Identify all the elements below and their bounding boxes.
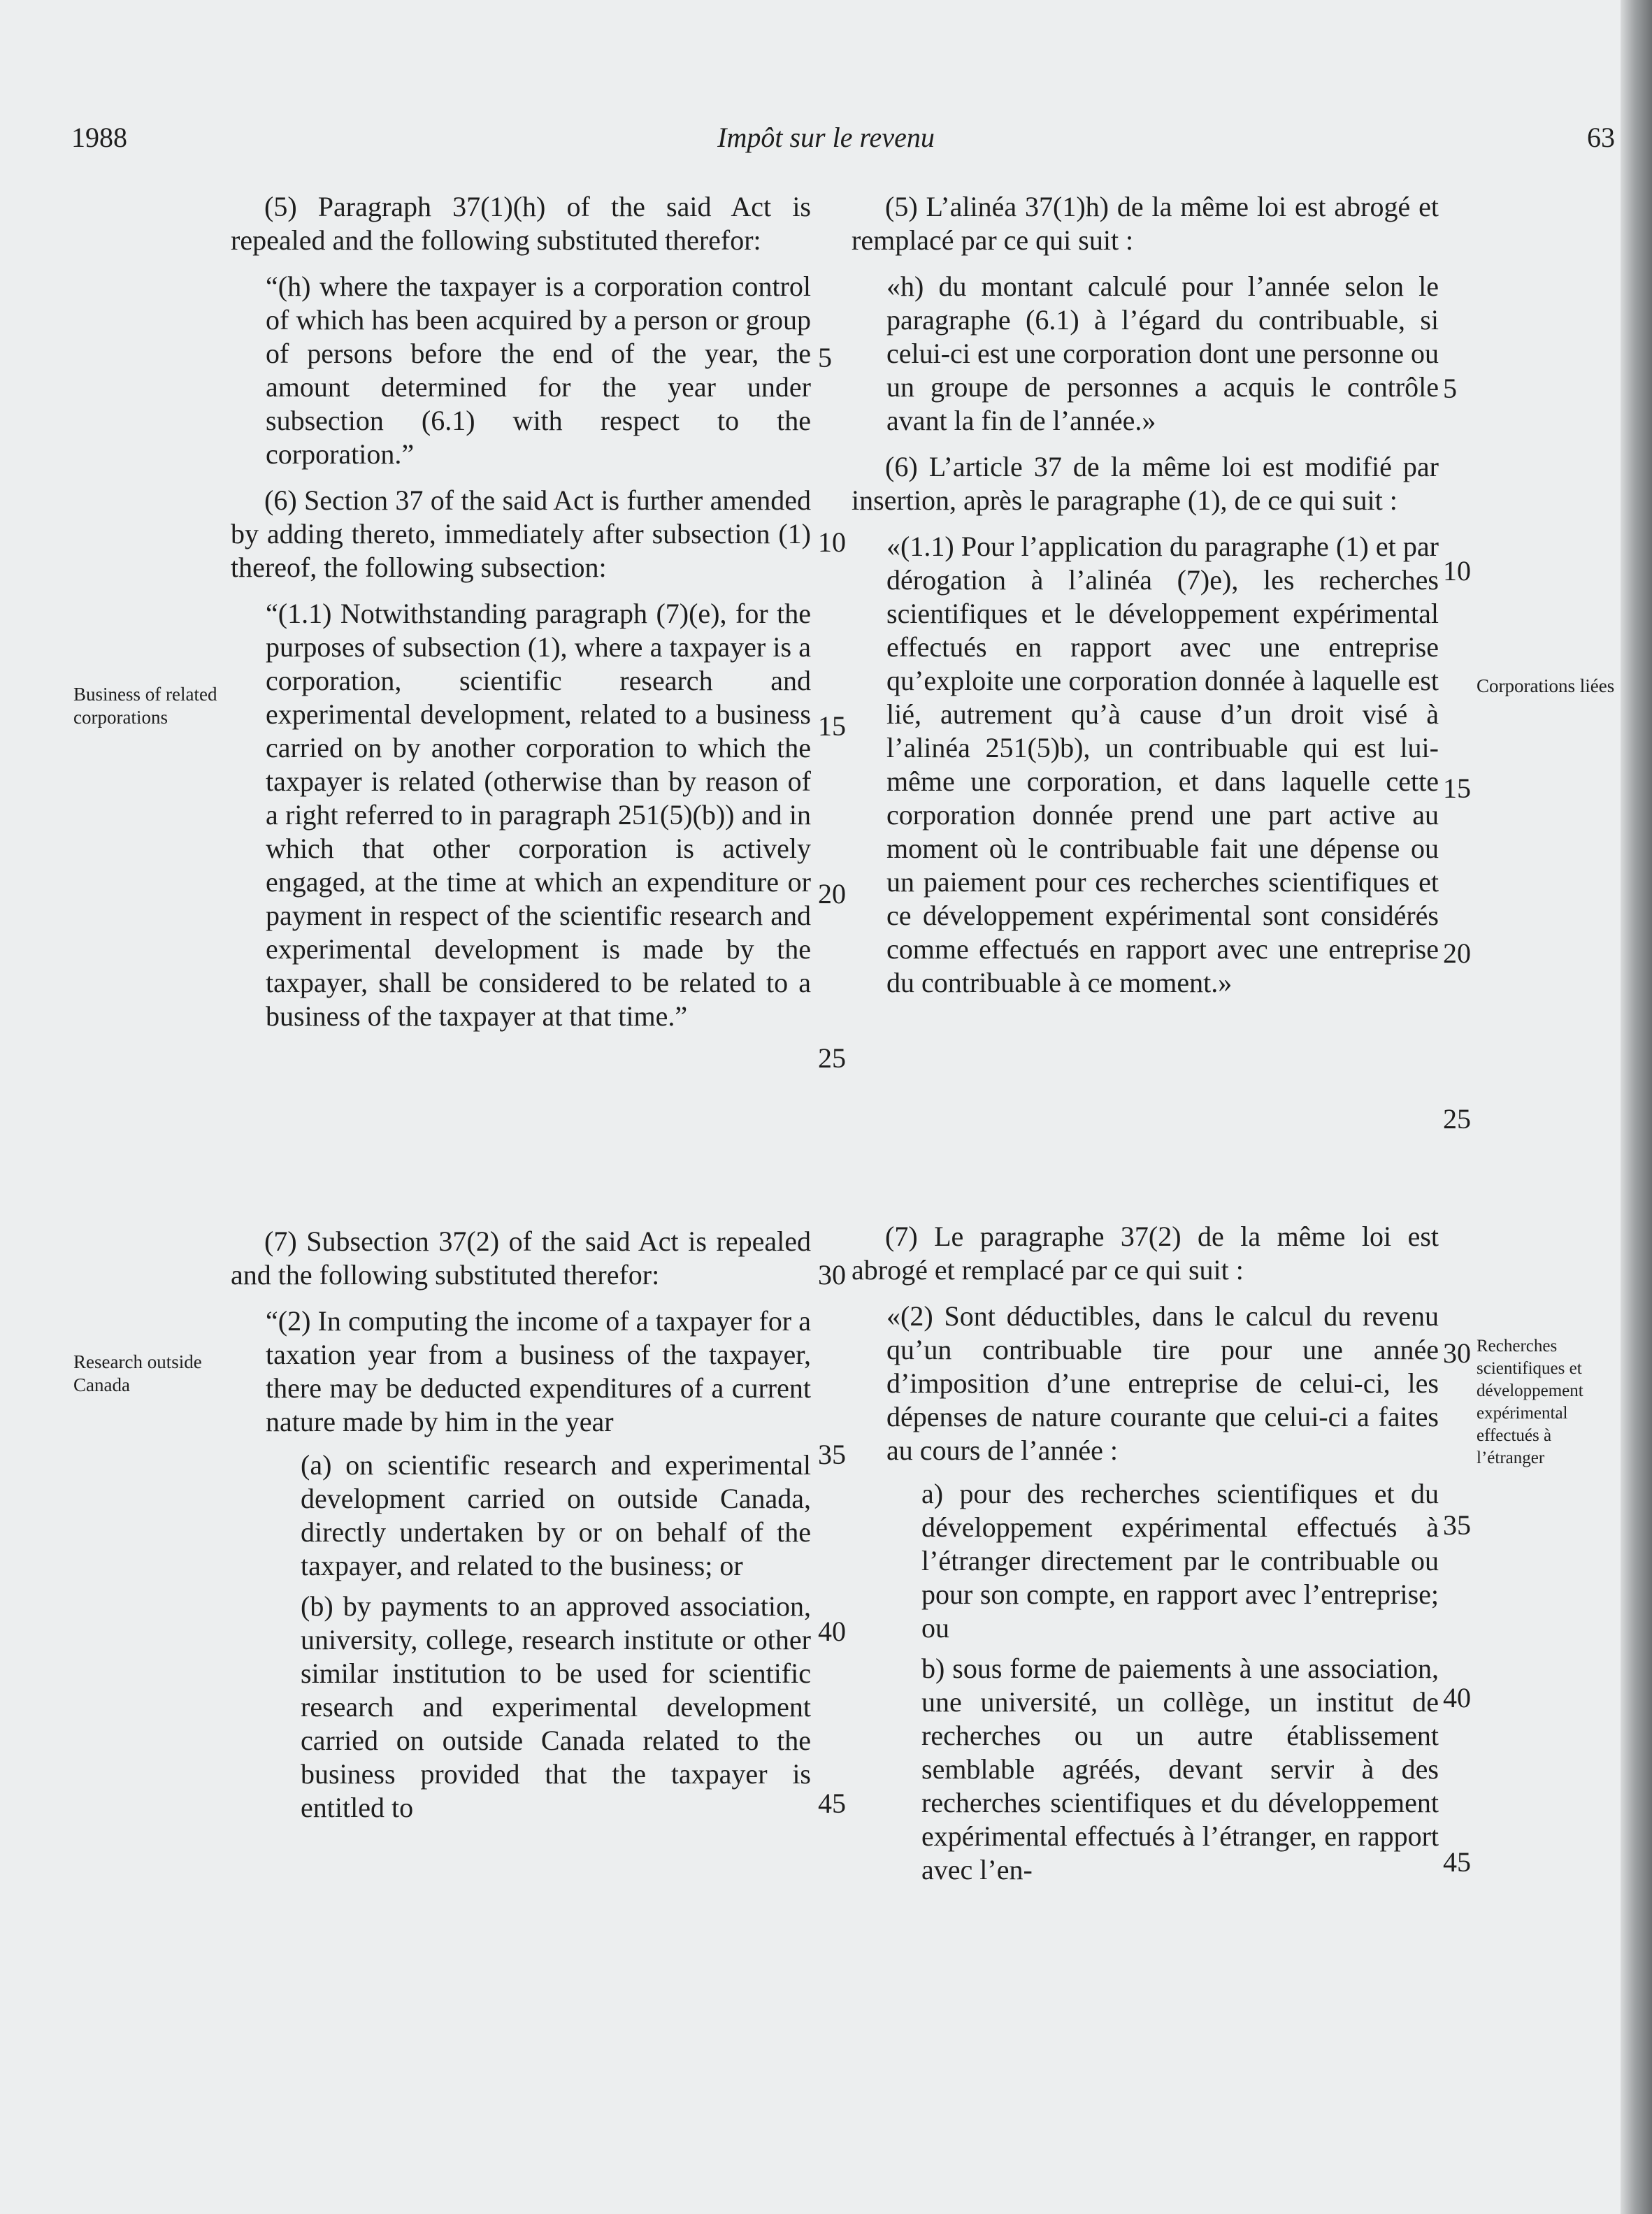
en-line-number: 15 — [818, 710, 846, 742]
fr-line-number: 45 — [1443, 1846, 1471, 1878]
en-subsection-6-quote: “(1.1) Notwithstanding paragraph (7)(e), for the purposes of subsection (1), where a taxpayer is a corporation, scientific research and experimental development, related to a business carried on by another corporation to which the taxpayer is related (otherwise than by reason of a right referred to in paragraph 251(5)(b)) and in which that other corporation is actively engaged, at the time at which an expenditure or payment in respect of the scientific research and experimental development is made by the taxpayer, shall be considered to be related to a business of the taxpayer at that time.” — [266, 598, 811, 1032]
page-edge-shadow — [1621, 0, 1652, 2214]
english-column-top — [231, 190, 811, 1046]
fr-subsection-7-intro: (7) Le paragraphe 37(2) de la même loi est abrogé et remplacé par ce qui suit : — [852, 1221, 1439, 1286]
en-line-number: 30 — [818, 1259, 846, 1291]
english-column-bottom — [231, 1225, 811, 1832]
fr-subsection-5-intro: (5) L’alinéa 37(1)h) de la même loi est abrogé et remplacé par ce qui suit : — [852, 191, 1439, 256]
header-title: Impôt sur le revenu — [717, 122, 935, 153]
fr-line-number: 10 — [1443, 555, 1471, 587]
en-subsection-5-intro: (5) Paragraph 37(1)(h) of the said Act is repealed and the following substituted therefor: — [231, 191, 811, 256]
fr-line-number: 5 — [1443, 373, 1457, 404]
en-line-number: 35 — [818, 1439, 846, 1470]
header-year: 1988 — [71, 122, 127, 153]
page-number: 63 — [1587, 122, 1615, 153]
en-subsection-7-quote: “(2) In computing the income of a taxpayer for a taxation year from a business of the taxpayer, there may be deducted expenditures of a current nature made by him in the year — [266, 1305, 811, 1437]
en-paragraph-b: (b) by payments to an approved association, university, college, research institute or other similar institution to be used for scientific research and experimental development carried on outside Canada related to the business provided that the taxpayer is entitled to — [301, 1590, 811, 1823]
fr-line-number: 15 — [1443, 772, 1471, 804]
fr-line-number: 20 — [1443, 937, 1471, 969]
en-line-number: 10 — [818, 526, 846, 558]
fr-line-number: 40 — [1443, 1682, 1471, 1713]
french-column-top — [852, 190, 1439, 1012]
fr-paragraph-b: b) sous forme de paiements à une association, une université, un collège, un institut de recherches ou un autre établissement semblable agréés, devant servir à des recherches scientifiques et du développement expérimental effectués à l’étranger, en rapport avec l’en- — [921, 1653, 1439, 1885]
fr-line-number: 25 — [1443, 1103, 1471, 1135]
margin-note-research-outside-canada: Research outside Canada — [73, 1351, 202, 1395]
margin-note-recherches-etranger: Recherches scientifiques et développement expérimental effectués à l’étranger — [1477, 1337, 1583, 1467]
en-subsection-5-quote: “(h) where the taxpayer is a corporation control of which has been acquired by a person or group of persons before the end of the year, the amount determined for the year under subsection (6.1) with respect to the corporation.” — [266, 271, 811, 470]
fr-subsection-6-quote: «(1.1) Pour l’application du paragraphe (1) et par dérogation à l’alinéa (7)e), les recherches scientifiques et le développement expérimental effectués en rapport avec une entreprise qu’exploite une corporation donnée à laquelle est lié, autrement qu’à cause d’un droit visé à l’alinéa 251(5)b), un contribuable qui est lui-même une corporation, et dans laquelle cette corporation donnée prend une part active au moment où le contribuable fait une dépense ou un paiement pour ces recherches scientifiques et ce développement expérimental sont considérés comme effectués en rapport avec une entreprise du contribuable à ce moment.» — [886, 531, 1439, 998]
en-line-number: 5 — [818, 342, 832, 373]
margin-note-related-corporations: Business of related corporations — [73, 684, 217, 728]
margin-note-corporations-liees: Corporations liées — [1477, 675, 1615, 696]
fr-line-number: 30 — [1443, 1337, 1471, 1369]
french-column-bottom — [852, 1220, 1439, 1894]
fr-subsection-5-quote: «h) du montant calculé pour l’année selon le paragraphe (6.1) à l’égard du contribuable, si celui-ci est une corporation dont une personne ou un groupe de personnes a acquis le contrôle avant la fin de l’année.» — [886, 271, 1439, 436]
en-line-number: 25 — [818, 1042, 846, 1074]
fr-subsection-6-intro: (6) L’article 37 de la même loi est modifié par insertion, après le paragraphe (1), de ce qui suit : — [852, 451, 1439, 516]
en-subsection-7-intro: (7) Subsection 37(2) of the said Act is repealed and the following substituted therefor: — [231, 1225, 811, 1291]
en-line-number: 20 — [818, 878, 846, 910]
en-line-number: 40 — [818, 1616, 846, 1647]
en-line-number: 45 — [818, 1788, 846, 1819]
en-paragraph-a: (a) on scientific research and experimental development carried on outside Canada, directly undertaken by or on behalf of the taxpayer, and related to the business; or — [301, 1449, 811, 1581]
fr-line-number: 35 — [1443, 1509, 1471, 1541]
en-subsection-6-intro: (6) Section 37 of the said Act is further amended by adding thereto, immediately after subsection (1) thereof, the following subsection: — [231, 484, 811, 583]
fr-paragraph-a: a) pour des recherches scientifiques et du développement expérimental effectués à l’étranger directement par le contribuable ou pour son compte, en rapport avec l’entreprise; ou — [921, 1478, 1439, 1644]
fr-subsection-7-quote: «(2) Sont déductibles, dans le calcul du revenu qu’un contribuable tire pour une année d’imposition d’une entreprise de celui-ci, les dépenses de nature courante que celui-ci a faites au cours de l’année : — [886, 1300, 1439, 1466]
